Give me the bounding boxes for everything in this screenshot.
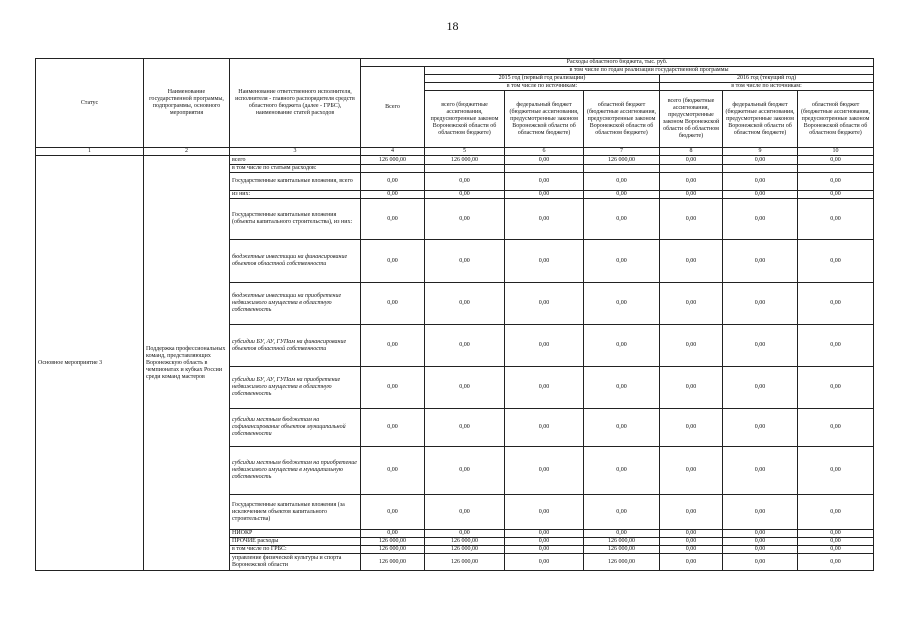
value-cell: 0,00 xyxy=(660,530,723,538)
value-cell: 0,00 xyxy=(798,367,874,409)
value-cell: 0,00 xyxy=(798,538,874,546)
header-total: Всего xyxy=(361,67,425,148)
measure-name-cell: Поддержка профессиональных команд, представляющих Воронежскую область в чемпионатах и кубках России среди команд мастеров xyxy=(144,156,230,571)
value-cell: 0,00 xyxy=(798,325,874,367)
value-cell: 0,00 xyxy=(723,173,798,191)
value-cell: 0,00 xyxy=(660,546,723,554)
value-cell: 126 000,00 xyxy=(361,554,425,571)
value-cell: 0,00 xyxy=(425,367,505,409)
col-number: 5 xyxy=(425,148,505,156)
value-cell: 0,00 xyxy=(584,447,660,495)
header-by-years: в том числе по годам реализации государственной программы xyxy=(425,67,874,75)
value-cell: 0,00 xyxy=(798,554,874,571)
value-cell: 0,00 xyxy=(361,530,425,538)
value-cell xyxy=(660,165,723,173)
value-cell: 0,00 xyxy=(584,240,660,283)
value-cell: 0,00 xyxy=(798,447,874,495)
value-cell: 0,00 xyxy=(723,554,798,571)
value-cell: 0,00 xyxy=(505,283,584,325)
value-cell: 126 000,00 xyxy=(361,546,425,554)
value-cell: 0,00 xyxy=(660,367,723,409)
value-cell: 0,00 xyxy=(723,409,798,447)
value-cell: 0,00 xyxy=(798,495,874,530)
col-number: 7 xyxy=(584,148,660,156)
value-cell: 0,00 xyxy=(505,495,584,530)
page-number: 18 xyxy=(446,19,459,33)
header-expenses: Расходы областного бюджета, тыс. руб. xyxy=(361,59,874,67)
value-cell: 0,00 xyxy=(723,191,798,199)
value-cell: 0,00 xyxy=(425,173,505,191)
value-cell: 0,00 xyxy=(798,546,874,554)
value-cell: 0,00 xyxy=(505,325,584,367)
row-label: Государственные капитальные вложения (за исключением объектов капитального строительства) xyxy=(230,495,361,530)
value-cell: 0,00 xyxy=(361,409,425,447)
value-cell: 126 000,00 xyxy=(425,546,505,554)
value-cell: 0,00 xyxy=(505,367,584,409)
value-cell: 0,00 xyxy=(584,367,660,409)
header-by-sources-2015: в том числе по источникам: xyxy=(425,83,660,91)
value-cell: 126 000,00 xyxy=(425,554,505,571)
col-number: 6 xyxy=(505,148,584,156)
value-cell: 0,00 xyxy=(584,495,660,530)
value-cell: 126 000,00 xyxy=(584,554,660,571)
header-by-sources-2016: в том числе по источникам: xyxy=(660,83,874,91)
value-cell: 0,00 xyxy=(505,538,584,546)
value-cell: 0,00 xyxy=(425,447,505,495)
header-col6: федеральный бюджет (бюджетные ассигнования, предусмотренные законом Воронежской области об областном бюджете) xyxy=(505,91,584,148)
value-cell: 0,00 xyxy=(723,283,798,325)
col-number: 9 xyxy=(723,148,798,156)
value-cell: 0,00 xyxy=(584,325,660,367)
value-cell: 0,00 xyxy=(660,447,723,495)
value-cell: 0,00 xyxy=(660,283,723,325)
value-cell xyxy=(723,165,798,173)
value-cell: 0,00 xyxy=(798,409,874,447)
value-cell: 0,00 xyxy=(723,325,798,367)
value-cell: 0,00 xyxy=(723,240,798,283)
row-label: управление физической культуры и спорта Воронежской области xyxy=(230,554,361,571)
value-cell: 0,00 xyxy=(660,191,723,199)
value-cell: 0,00 xyxy=(505,199,584,240)
value-cell: 0,00 xyxy=(723,530,798,538)
row-label: из них: xyxy=(230,191,361,199)
value-cell: 0,00 xyxy=(660,554,723,571)
header-year-2015: 2015 год (первый год реализации) xyxy=(425,75,660,83)
value-cell: 0,00 xyxy=(505,409,584,447)
value-cell: 0,00 xyxy=(505,546,584,554)
row-label: бюджетные инвестиции на финансирование объектов областной собственности xyxy=(230,240,361,283)
value-cell: 0,00 xyxy=(660,538,723,546)
row-label: бюджетные инвестиции на приобретение недвижимого имущества в областную собственность xyxy=(230,283,361,325)
value-cell: 0,00 xyxy=(505,240,584,283)
value-cell: 0,00 xyxy=(584,199,660,240)
value-cell xyxy=(505,165,584,173)
value-cell: 126 000,00 xyxy=(425,538,505,546)
header-col9: федеральный бюджет (бюджетные ассигнования, предусмотренные законом Воронежской области об областном бюджете) xyxy=(723,91,798,148)
row-label: Государственные капитальные вложения, всего xyxy=(230,173,361,191)
row-label: НИОКР xyxy=(230,530,361,538)
value-cell: 126 000,00 xyxy=(584,546,660,554)
value-cell: 0,00 xyxy=(505,530,584,538)
value-cell: 0,00 xyxy=(584,173,660,191)
row-label: в том числе по статьям расходов: xyxy=(230,165,361,173)
row-label: субсидии местным бюджетам на приобретение недвижимого имущества в муниципальную собственность xyxy=(230,447,361,495)
value-cell: 0,00 xyxy=(798,240,874,283)
value-cell: 0,00 xyxy=(361,367,425,409)
value-cell: 0,00 xyxy=(798,283,874,325)
value-cell: 0,00 xyxy=(584,283,660,325)
value-cell xyxy=(584,165,660,173)
value-cell: 0,00 xyxy=(798,199,874,240)
col-number: 10 xyxy=(798,148,874,156)
row-label: субсидии БУ, АУ, ГУПам на приобретение недвижимого имущества в областную собственность xyxy=(230,367,361,409)
value-cell: 0,00 xyxy=(660,199,723,240)
value-cell: 0,00 xyxy=(361,173,425,191)
header-col5: всего (бюджетные ассигнования, предусмотренные законом Воронежской области об областном бюджете) xyxy=(425,91,505,148)
value-cell: 0,00 xyxy=(425,199,505,240)
value-cell: 126 000,00 xyxy=(584,156,660,165)
value-cell: 0,00 xyxy=(660,240,723,283)
value-cell: 0,00 xyxy=(584,530,660,538)
value-cell: 0,00 xyxy=(723,538,798,546)
col-number: 3 xyxy=(230,148,361,156)
value-cell: 0,00 xyxy=(361,447,425,495)
value-cell: 126 000,00 xyxy=(361,538,425,546)
value-cell: 0,00 xyxy=(361,199,425,240)
header-program-name: Наименование государственной программы, подпрограммы, основного мероприятия xyxy=(144,59,230,148)
header-col8: всего (бюджетные ассигнования, предусмотренные законом Воронежской области об областном бюджете) xyxy=(660,91,723,148)
value-cell: 0,00 xyxy=(425,191,505,199)
value-cell: 0,00 xyxy=(361,495,425,530)
row-label: субсидии местным бюджетам на софинансирование объектов муниципальной собственности xyxy=(230,409,361,447)
row-label: субсидии БУ, АУ, ГУПам на финансирование объектов областной собственности xyxy=(230,325,361,367)
status-cell: Основное мероприятие 3 xyxy=(36,156,144,571)
value-cell: 0,00 xyxy=(425,409,505,447)
header-col7: областной бюджет (бюджетные ассигнования, предусмотренные законом Воронежской области об областном бюджете) xyxy=(584,91,660,148)
table-row xyxy=(36,156,874,165)
value-cell: 0,00 xyxy=(798,191,874,199)
col-number: 8 xyxy=(660,148,723,156)
value-cell: 0,00 xyxy=(584,409,660,447)
value-cell: 126 000,00 xyxy=(425,156,505,165)
value-cell: 0,00 xyxy=(798,173,874,191)
row-label: Государственные капитальные вложения (объекты капитального строительства), из них: xyxy=(230,199,361,240)
header-status: Статус xyxy=(36,59,144,148)
value-cell: 0,00 xyxy=(425,325,505,367)
value-cell: 0,00 xyxy=(660,409,723,447)
row-label: ПРОЧИЕ расходы xyxy=(230,538,361,546)
value-cell xyxy=(798,165,874,173)
value-cell: 0,00 xyxy=(723,447,798,495)
value-cell: 0,00 xyxy=(425,495,505,530)
row-label: в том числе по ГРБС: xyxy=(230,546,361,554)
col-number: 4 xyxy=(361,148,425,156)
value-cell: 0,00 xyxy=(425,283,505,325)
value-cell: 0,00 xyxy=(723,199,798,240)
value-cell: 0,00 xyxy=(660,156,723,165)
value-cell: 0,00 xyxy=(425,530,505,538)
header-year-2016: 2016 год (текущий год) xyxy=(660,75,874,83)
value-cell: 0,00 xyxy=(505,554,584,571)
row-label: всего xyxy=(230,156,361,165)
value-cell: 126 000,00 xyxy=(584,538,660,546)
col-number: 1 xyxy=(36,148,144,156)
value-cell: 126 000,00 xyxy=(361,156,425,165)
value-cell: 0,00 xyxy=(361,240,425,283)
value-cell: 0,00 xyxy=(584,191,660,199)
value-cell: 0,00 xyxy=(723,546,798,554)
value-cell: 0,00 xyxy=(723,156,798,165)
header-col10: областной бюджет (бюджетные ассигнования, предусмотренные законом Воронежской области об областном бюджете) xyxy=(798,91,874,148)
column-numbers-row xyxy=(36,148,874,156)
value-cell: 0,00 xyxy=(505,191,584,199)
header-executor: Наименование ответственного исполнителя, исполнителя - главного распорядителя средств областного бюджета (далее - ГРБС), наименование статей расходов xyxy=(230,59,361,148)
value-cell: 0,00 xyxy=(505,447,584,495)
value-cell: 0,00 xyxy=(798,156,874,165)
value-cell: 0,00 xyxy=(361,191,425,199)
value-cell xyxy=(425,165,505,173)
value-cell: 0,00 xyxy=(723,495,798,530)
value-cell: 0,00 xyxy=(505,173,584,191)
value-cell: 0,00 xyxy=(361,325,425,367)
value-cell: 0,00 xyxy=(660,495,723,530)
col-number: 2 xyxy=(144,148,230,156)
value-cell: 0,00 xyxy=(660,173,723,191)
value-cell xyxy=(361,165,425,173)
value-cell: 0,00 xyxy=(660,325,723,367)
value-cell: 0,00 xyxy=(798,530,874,538)
value-cell: 0,00 xyxy=(505,156,584,165)
budget-table xyxy=(35,58,874,571)
value-cell: 0,00 xyxy=(361,283,425,325)
value-cell: 0,00 xyxy=(425,240,505,283)
value-cell: 0,00 xyxy=(723,367,798,409)
